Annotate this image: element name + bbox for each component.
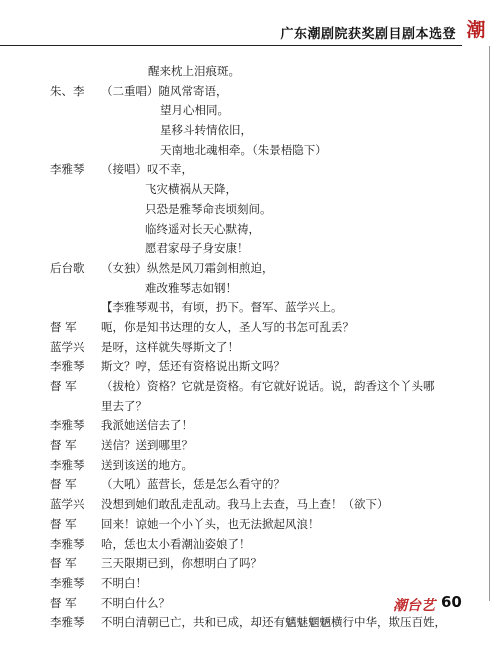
dialogue-text: 愿君家母子身安康！ bbox=[145, 241, 249, 256]
dialogue-text: 难改雅琴志如钢！ bbox=[145, 280, 237, 295]
script-line bbox=[0, 495, 496, 515]
header-title: 广东潮剧院获奖剧目剧本选登 bbox=[280, 27, 456, 42]
page-number: 60 bbox=[441, 593, 462, 611]
dialogue-text: 三天限期已到，你想明白了吗？ bbox=[101, 556, 262, 571]
dialogue-text: 呃，你是知书达理的女人，圣人写的书怎可乱丢？ bbox=[101, 319, 354, 334]
speaker-name: 蓝学兴 bbox=[50, 339, 85, 354]
script-line bbox=[0, 141, 496, 161]
speaker-name: 督 军 bbox=[50, 477, 77, 492]
script-line bbox=[0, 456, 496, 476]
script-line bbox=[0, 279, 496, 299]
dialogue-text: 天南地北魂相牵。（朱景梧隐下） bbox=[160, 142, 327, 157]
dialogue-text: 送信？送到哪里？ bbox=[101, 438, 193, 453]
dialogue-text: 里去了？ bbox=[101, 398, 147, 413]
script-line bbox=[0, 416, 496, 436]
speaker-name: 李雅琴 bbox=[50, 359, 85, 374]
dialogue-text: 没想到她们敢乱走乱动。我马上去查，马上查！（欲下） bbox=[101, 497, 389, 512]
speaker-name: 李雅琴 bbox=[50, 575, 85, 590]
speaker-name: 李雅琴 bbox=[50, 457, 85, 472]
script-line bbox=[0, 180, 496, 200]
speaker-name: 督 军 bbox=[50, 319, 77, 334]
script-line bbox=[0, 574, 496, 594]
dialogue-text: 不明白清朝已亡，共和已成，却还有魑魅魍魉横行中华，欺压百姓， bbox=[101, 615, 446, 630]
speaker-name: 督 军 bbox=[50, 516, 77, 531]
script-line bbox=[0, 475, 496, 495]
dialogue-text: 我派她送信去了！ bbox=[101, 418, 193, 433]
script-line bbox=[0, 554, 496, 574]
script-line bbox=[0, 357, 496, 377]
dialogue-text: 只恐是雅琴命丧顷刻间。 bbox=[145, 201, 272, 216]
dialogue-text: 飞灾横祸从天降， bbox=[145, 182, 237, 197]
dialogue-text: 哈，恁也太小看潮汕姿娘了！ bbox=[101, 536, 251, 551]
dialogue-text: 送到该送的地方。 bbox=[101, 457, 193, 472]
dialogue-text: 星移斗转情依旧， bbox=[160, 123, 252, 138]
dialogue-text: 临终遥对长天心默祷， bbox=[145, 221, 260, 236]
speaker-name: 李雅琴 bbox=[50, 536, 85, 551]
dialogue-text: 不明白什么？ bbox=[101, 595, 170, 610]
dialogue-text: （女独）纵然是风刀霜剑相煎迫， bbox=[101, 260, 274, 275]
speaker-name: 蓝学兴 bbox=[50, 497, 85, 512]
dialogue-text: 醒来枕上泪痕斑。 bbox=[148, 64, 240, 78]
script-line bbox=[0, 101, 496, 121]
script-line bbox=[0, 613, 496, 633]
dialogue-text: 【李雅琴观书，有顷，扔下。督军、蓝学兴上。 bbox=[101, 300, 343, 315]
speaker-name: 朱、李 bbox=[50, 83, 85, 98]
script-line bbox=[0, 397, 496, 417]
script-line bbox=[0, 220, 496, 240]
dialogue-text: （拔枪）资格？它就是资格。有它就好说话。说，韵香这个丫头哪 bbox=[101, 379, 435, 393]
script-line bbox=[0, 121, 496, 141]
speaker-name: 后台歌 bbox=[50, 260, 85, 275]
script-line bbox=[0, 515, 496, 535]
script-line bbox=[0, 62, 496, 82]
script-line bbox=[0, 298, 496, 318]
dialogue-text: （二重唱）随风常寄语， bbox=[101, 83, 228, 98]
script-line bbox=[0, 160, 496, 180]
dialogue-text: 不明白！ bbox=[101, 575, 147, 590]
script-line bbox=[0, 239, 496, 259]
speaker-name: 李雅琴 bbox=[50, 615, 85, 630]
header-rule bbox=[0, 45, 462, 46]
script-line bbox=[0, 200, 496, 220]
speaker-name: 督 军 bbox=[50, 556, 77, 571]
speaker-name: 督 军 bbox=[50, 379, 77, 393]
script-line bbox=[0, 535, 496, 555]
dialogue-text: 是呀，这样就失辱斯文了！ bbox=[101, 339, 239, 354]
dialogue-text: （接唱）叹不幸， bbox=[101, 162, 193, 177]
script-line bbox=[0, 436, 496, 456]
page-header bbox=[0, 0, 496, 52]
dialogue-text: 望月心相同。 bbox=[160, 103, 229, 118]
script-line bbox=[0, 338, 496, 358]
footer-logo: 潮台艺 bbox=[393, 598, 435, 614]
dialogue-text: 回来！谅她一个小丫头，也无法掀起风浪！ bbox=[101, 516, 320, 531]
speaker-name: 李雅琴 bbox=[50, 418, 85, 433]
dialogue-text: （大吼）蓝营长，恁是怎么看守的？ bbox=[101, 477, 285, 492]
chao-logo-icon: 潮 bbox=[466, 19, 486, 41]
dialogue-text: 斯文？哼，恁还有资格说出斯文吗？ bbox=[101, 359, 285, 374]
speaker-name: 督 军 bbox=[50, 438, 77, 453]
script-line bbox=[0, 259, 496, 279]
speaker-name: 督 军 bbox=[50, 595, 77, 610]
script-line bbox=[0, 377, 496, 397]
speaker-name: 李雅琴 bbox=[50, 162, 85, 177]
script-line bbox=[0, 82, 496, 102]
script-body bbox=[0, 62, 496, 633]
script-line bbox=[0, 318, 496, 338]
